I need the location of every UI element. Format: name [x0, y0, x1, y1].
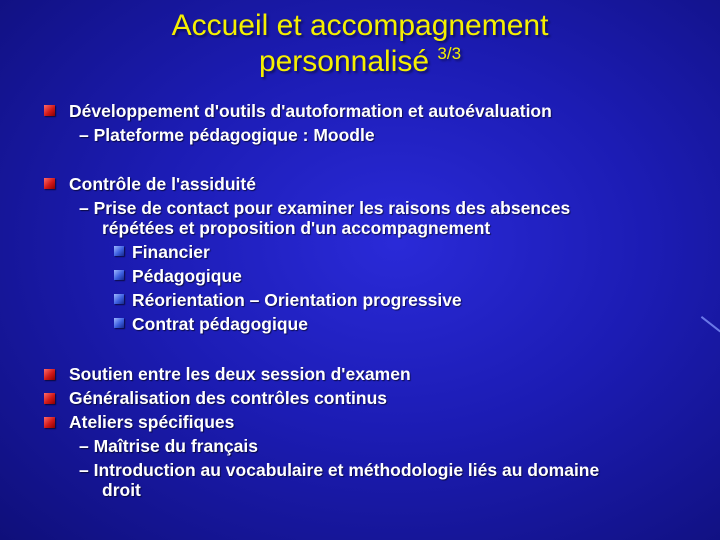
blue-square-bullet-icon	[114, 270, 124, 280]
bullet-assiduite: Contrôle de l'assiduité	[69, 174, 256, 194]
red-square-bullet-icon	[44, 178, 55, 189]
red-square-bullet-icon	[44, 369, 55, 380]
sub-sub-bullet-reorientation: Réorientation – Orientation progressive	[132, 290, 462, 310]
blue-square-bullet-icon	[114, 246, 124, 256]
sub-bullet-prise-de-contact: – Prise de contact pour examiner les raisons des absences	[79, 198, 571, 218]
blue-square-bullet-icon	[114, 294, 124, 304]
bullet-generalisation: Généralisation des contrôles continus	[69, 388, 387, 408]
sub-bullet-prise-de-contact-cont: répétées et proposition d'un accompagnement	[102, 218, 491, 238]
red-square-bullet-icon	[44, 393, 55, 404]
red-square-bullet-icon	[44, 105, 55, 116]
red-square-bullet-icon	[44, 417, 55, 428]
bullet-ateliers: Ateliers spécifiques	[69, 412, 235, 432]
sub-bullet-introduction: – Introduction au vocabulaire et méthodologie liés au domaine	[79, 460, 600, 480]
sub-sub-bullet-contrat: Contrat pédagogique	[132, 314, 308, 334]
sub-bullet-introduction-cont: droit	[102, 480, 141, 500]
slide-title-line1: Accueil et accompagnement	[171, 9, 549, 42]
sub-sub-bullet-pedagogique: Pédagogique	[132, 266, 242, 286]
sub-bullet-moodle: – Plateforme pédagogique : Moodle	[79, 125, 375, 145]
sub-bullet-maitrise: – Maîtrise du français	[79, 436, 258, 456]
blue-square-bullet-icon	[114, 318, 124, 328]
slide-number: 3/3	[437, 44, 462, 63]
slide-title-word: personnalisé	[258, 45, 430, 78]
bullet-autoformation: Développement d'outils d'autoformation et autoévaluation	[69, 101, 552, 121]
sub-sub-bullet-financier: Financier	[132, 242, 210, 262]
bullet-soutien: Soutien entre les deux session d'examen	[69, 364, 411, 384]
